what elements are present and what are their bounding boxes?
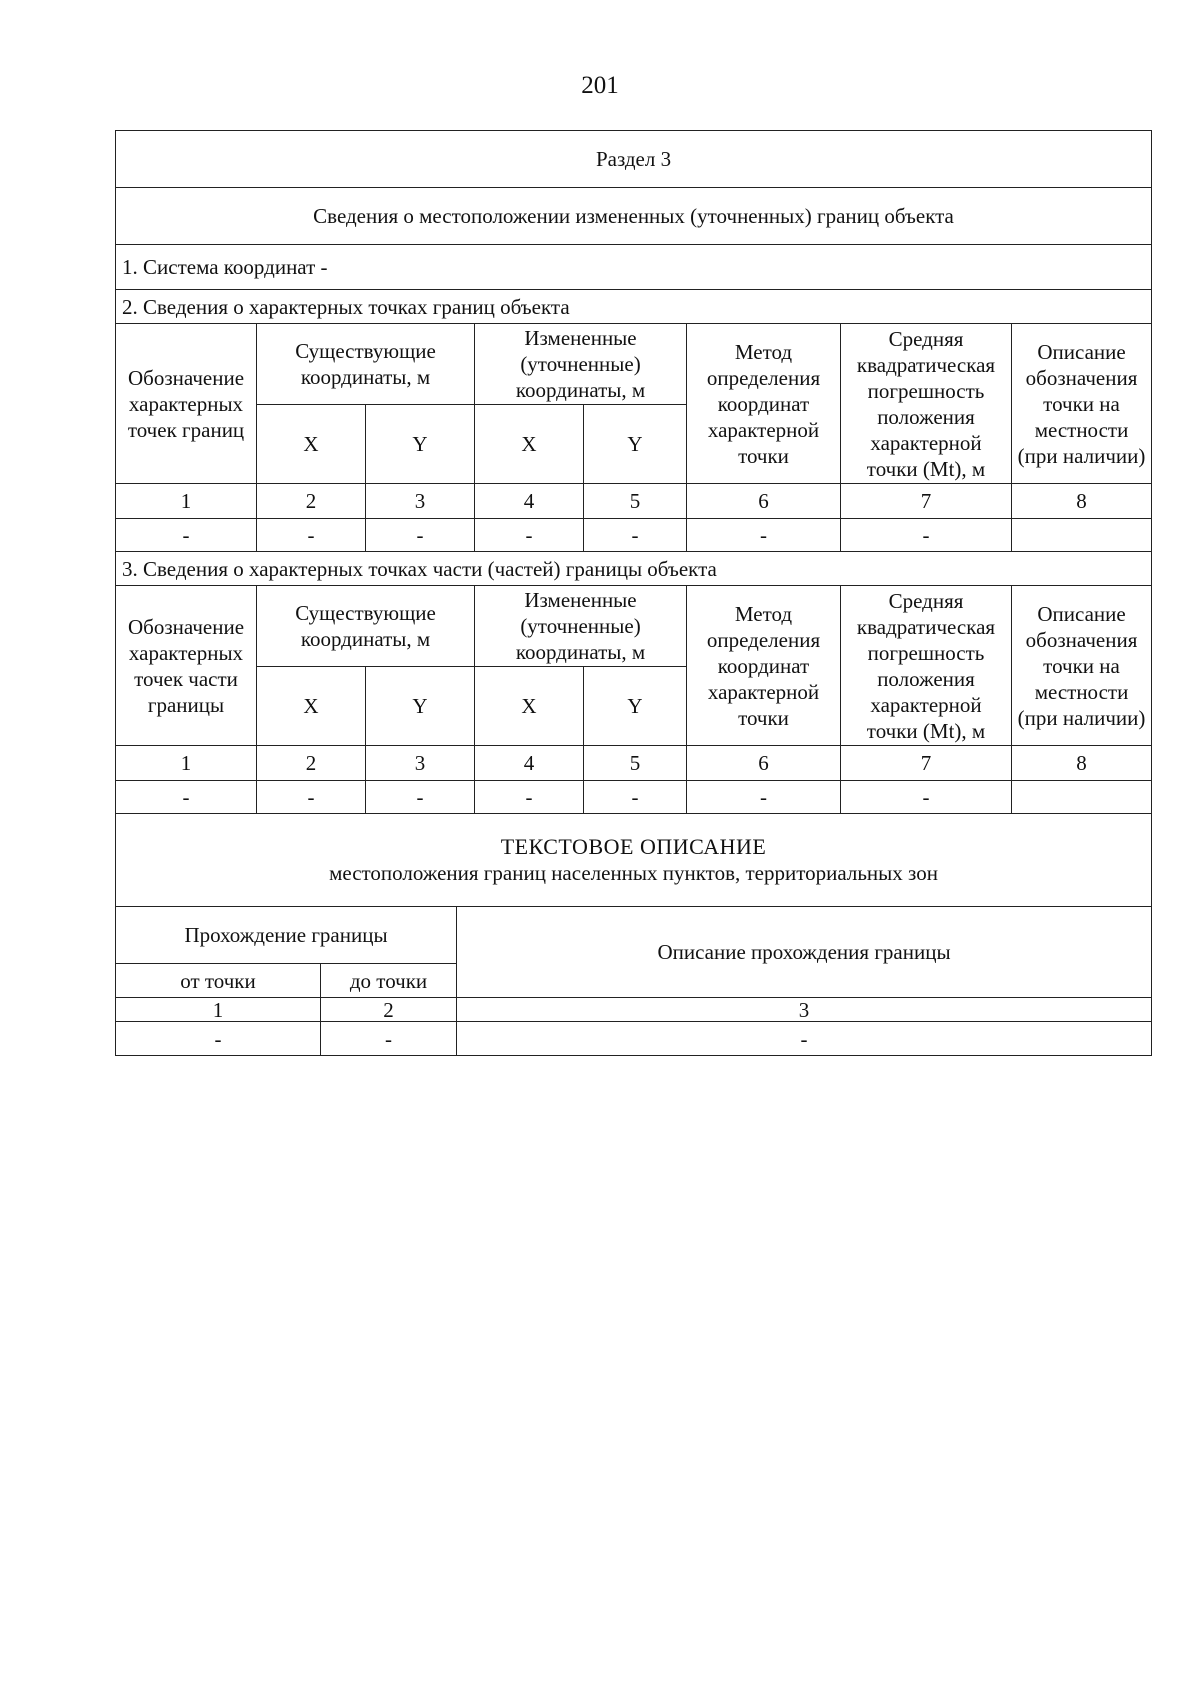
column-number: 7 <box>841 484 1012 519</box>
table-cell: - <box>366 519 475 552</box>
header-y-changed: Y <box>584 405 687 484</box>
header-boundary-passage: Прохождение границы <box>116 907 457 964</box>
column-number: 4 <box>475 484 584 519</box>
column-number: 5 <box>584 746 687 781</box>
header-y-changed: Y <box>584 667 687 746</box>
column-number: 4 <box>475 746 584 781</box>
boundary-table <box>115 907 1152 1056</box>
header-x-changed: X <box>475 405 584 484</box>
table-cell: - <box>687 519 841 552</box>
table-cell: - <box>584 781 687 814</box>
header-y-existing: Y <box>366 667 475 746</box>
header-method: Метод определения координат характерной точки <box>687 586 841 746</box>
column-number: 6 <box>687 484 841 519</box>
page-number: 201 <box>581 72 619 99</box>
column-number: 1 <box>116 484 257 519</box>
table-cell: - <box>584 519 687 552</box>
parts-table-title: 3. Сведения о характерных точках части (частей) границы объекта <box>116 552 1152 586</box>
header-x-existing: X <box>257 405 366 484</box>
table-cell: - <box>366 781 475 814</box>
header-changed-coords: Измененные (уточненные) координаты, м <box>475 586 687 667</box>
header-to-point: до точки <box>321 964 457 998</box>
header-y-existing: Y <box>366 405 475 484</box>
table-row <box>116 746 1152 781</box>
table-cell: - <box>257 519 366 552</box>
table-row <box>116 519 1152 552</box>
column-number: 3 <box>366 484 475 519</box>
table-row <box>116 781 1152 814</box>
points-table-title: 2. Сведения о характерных точках границ объекта <box>116 290 1152 324</box>
table-cell <box>1012 781 1152 814</box>
table-cell: - <box>841 519 1012 552</box>
table-cell: - <box>116 781 257 814</box>
header-method: Метод определения координат характерной точки <box>687 324 841 484</box>
column-number: 7 <box>841 746 1012 781</box>
column-number: 8 <box>1012 484 1152 519</box>
column-number: 8 <box>1012 746 1152 781</box>
text-description-title: ТЕКСТОВОЕ ОПИСАНИЕ <box>500 834 767 859</box>
table-row <box>116 1022 1152 1056</box>
section-subtitle: Сведения о местоположении измененных (уточненных) границ объекта <box>116 188 1152 245</box>
coord-system-line: 1. Система координат - <box>116 245 1152 290</box>
text-description-block <box>116 814 1152 907</box>
header-changed-coords: Измененные (уточненные) координаты, м <box>475 324 687 405</box>
column-number: 1 <box>116 998 321 1022</box>
header-designation: Обозначение характерных точек границ <box>116 324 257 484</box>
header-boundary-description: Описание прохождения границы <box>457 907 1152 998</box>
section-document <box>115 130 1151 1056</box>
column-number: 3 <box>457 998 1152 1022</box>
header-existing-coords: Существующие координаты, м <box>257 586 475 667</box>
table-cell: - <box>457 1022 1152 1056</box>
column-number: 1 <box>116 746 257 781</box>
section-title: Раздел 3 <box>116 131 1152 188</box>
table-row <box>116 484 1152 519</box>
header-existing-coords: Существующие координаты, м <box>257 324 475 405</box>
coordinates-table <box>115 130 1152 907</box>
column-number: 2 <box>321 998 457 1022</box>
column-number: 3 <box>366 746 475 781</box>
table-cell: - <box>116 519 257 552</box>
header-designation: Обозначение характерных точек части границы <box>116 586 257 746</box>
table-cell: - <box>321 1022 457 1056</box>
table-row <box>116 998 1152 1022</box>
header-error: Средняя квадратическая погрешность положения характерной точки (Mt), м <box>841 586 1012 746</box>
column-number: 2 <box>257 746 366 781</box>
table-cell: - <box>841 781 1012 814</box>
column-number: 2 <box>257 484 366 519</box>
table-cell: - <box>257 781 366 814</box>
header-x-existing: X <box>257 667 366 746</box>
table-cell: - <box>475 781 584 814</box>
table-cell: - <box>475 519 584 552</box>
column-number: 6 <box>687 746 841 781</box>
header-description: Описание обозначения точки на местности (при наличии) <box>1012 324 1152 484</box>
table-cell <box>1012 519 1152 552</box>
column-number: 5 <box>584 484 687 519</box>
table-cell: - <box>687 781 841 814</box>
header-description: Описание обозначения точки на местности (при наличии) <box>1012 586 1152 746</box>
header-x-changed: X <box>475 667 584 746</box>
table-cell: - <box>116 1022 321 1056</box>
header-from-point: от точки <box>116 964 321 998</box>
text-description-subtitle: местоположения границ населенных пунктов, территориальных зон <box>329 861 938 885</box>
header-error: Средняя квадратическая погрешность положения характерной точки (Mt), м <box>841 324 1012 484</box>
